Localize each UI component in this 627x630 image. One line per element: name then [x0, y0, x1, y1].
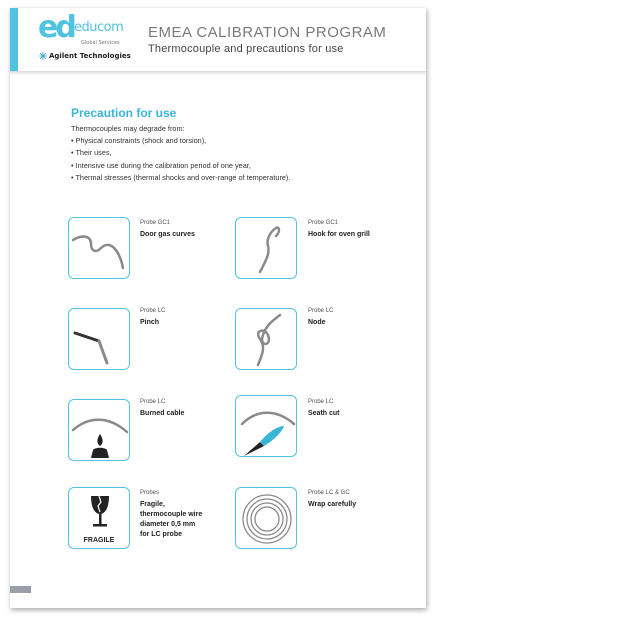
section-title: Precaution for use: [71, 106, 177, 120]
item-card: [68, 217, 130, 279]
probe-label: Probe LC & GC: [308, 490, 350, 496]
page-subtitle: Thermocouple and precautions for use: [148, 43, 344, 55]
item-caption: [140, 220, 195, 240]
item-caption: [308, 490, 356, 510]
logo-brand: educom: [74, 20, 124, 35]
item-description: [140, 500, 202, 540]
scalpel-wire-icon: [236, 396, 298, 458]
probe-label: Probe LC: [140, 308, 166, 314]
item-caption: [308, 399, 340, 419]
item-caption: [140, 308, 165, 328]
agilent-spark-icon: [39, 52, 47, 60]
item-card: [235, 308, 297, 370]
logo-tagline: Global Services: [81, 40, 120, 46]
footer-bar: [10, 586, 31, 593]
header-shadow: [10, 72, 426, 76]
item-card: [68, 487, 130, 549]
flame-wire-icon: [69, 400, 131, 462]
probe-label: Probe GC1: [140, 220, 171, 226]
item-card: [235, 217, 297, 279]
item-caption: [140, 399, 184, 419]
item-description: Door gas curves: [140, 231, 195, 238]
item-caption: [308, 308, 333, 328]
item-description: Seath cut: [308, 410, 340, 417]
intro-text: [71, 123, 290, 184]
item-description: Node: [308, 319, 326, 326]
bullet-item: • Their uses,: [71, 148, 112, 158]
logo-ed-mark: ed: [38, 10, 74, 45]
curved-wire-icon: [69, 218, 131, 280]
document-page: [10, 8, 426, 608]
description-line: diameter 0,5 mm: [140, 521, 196, 528]
knotted-wire-icon: [236, 309, 298, 371]
item-description: Wrap carefully: [308, 501, 357, 508]
bullet-item: • Intensive use during the calibration period of one year,: [71, 160, 251, 170]
description-line: Fragile,: [140, 501, 165, 508]
fragile-label: FRAGILE: [83, 537, 115, 544]
item-card: [235, 487, 297, 549]
bullet-item: • Thermal stresses (thermal shocks and over-range of temperature).: [71, 172, 291, 182]
item-description: Pinch: [140, 319, 160, 326]
bullet-item: • Physical constraints (shock and torsion),: [71, 136, 207, 146]
intro-line: Thermocouples may degrade from:: [71, 124, 185, 133]
probe-label: Probes: [140, 490, 160, 496]
item-card: [68, 308, 130, 370]
header-accent-band: [10, 8, 18, 72]
page-header: [10, 8, 426, 72]
item-card: [235, 395, 297, 457]
item-description: Hook for oven grill: [308, 231, 370, 238]
item-description: Burned cable: [140, 410, 185, 417]
item-caption: [140, 490, 202, 540]
probe-label: Probe LC: [308, 308, 334, 314]
probe-label: Probe LC: [308, 399, 334, 405]
coiled-wire-icon: [236, 488, 298, 550]
page-title: EMEA CALIBRATION PROGRAM: [148, 24, 387, 41]
logo-company: Agilent Technologies: [49, 52, 131, 60]
hook-wire-icon: [236, 218, 298, 280]
probe-label: Probe GC1: [308, 220, 339, 226]
educom-logo: [18, 8, 132, 72]
item-card: [68, 399, 130, 461]
description-line: for LC probe: [140, 531, 182, 538]
pinched-wire-icon: [69, 309, 131, 371]
probe-label: Probe LC: [140, 399, 166, 405]
description-line: thermocouple wire: [140, 511, 203, 518]
item-caption: [308, 220, 370, 240]
